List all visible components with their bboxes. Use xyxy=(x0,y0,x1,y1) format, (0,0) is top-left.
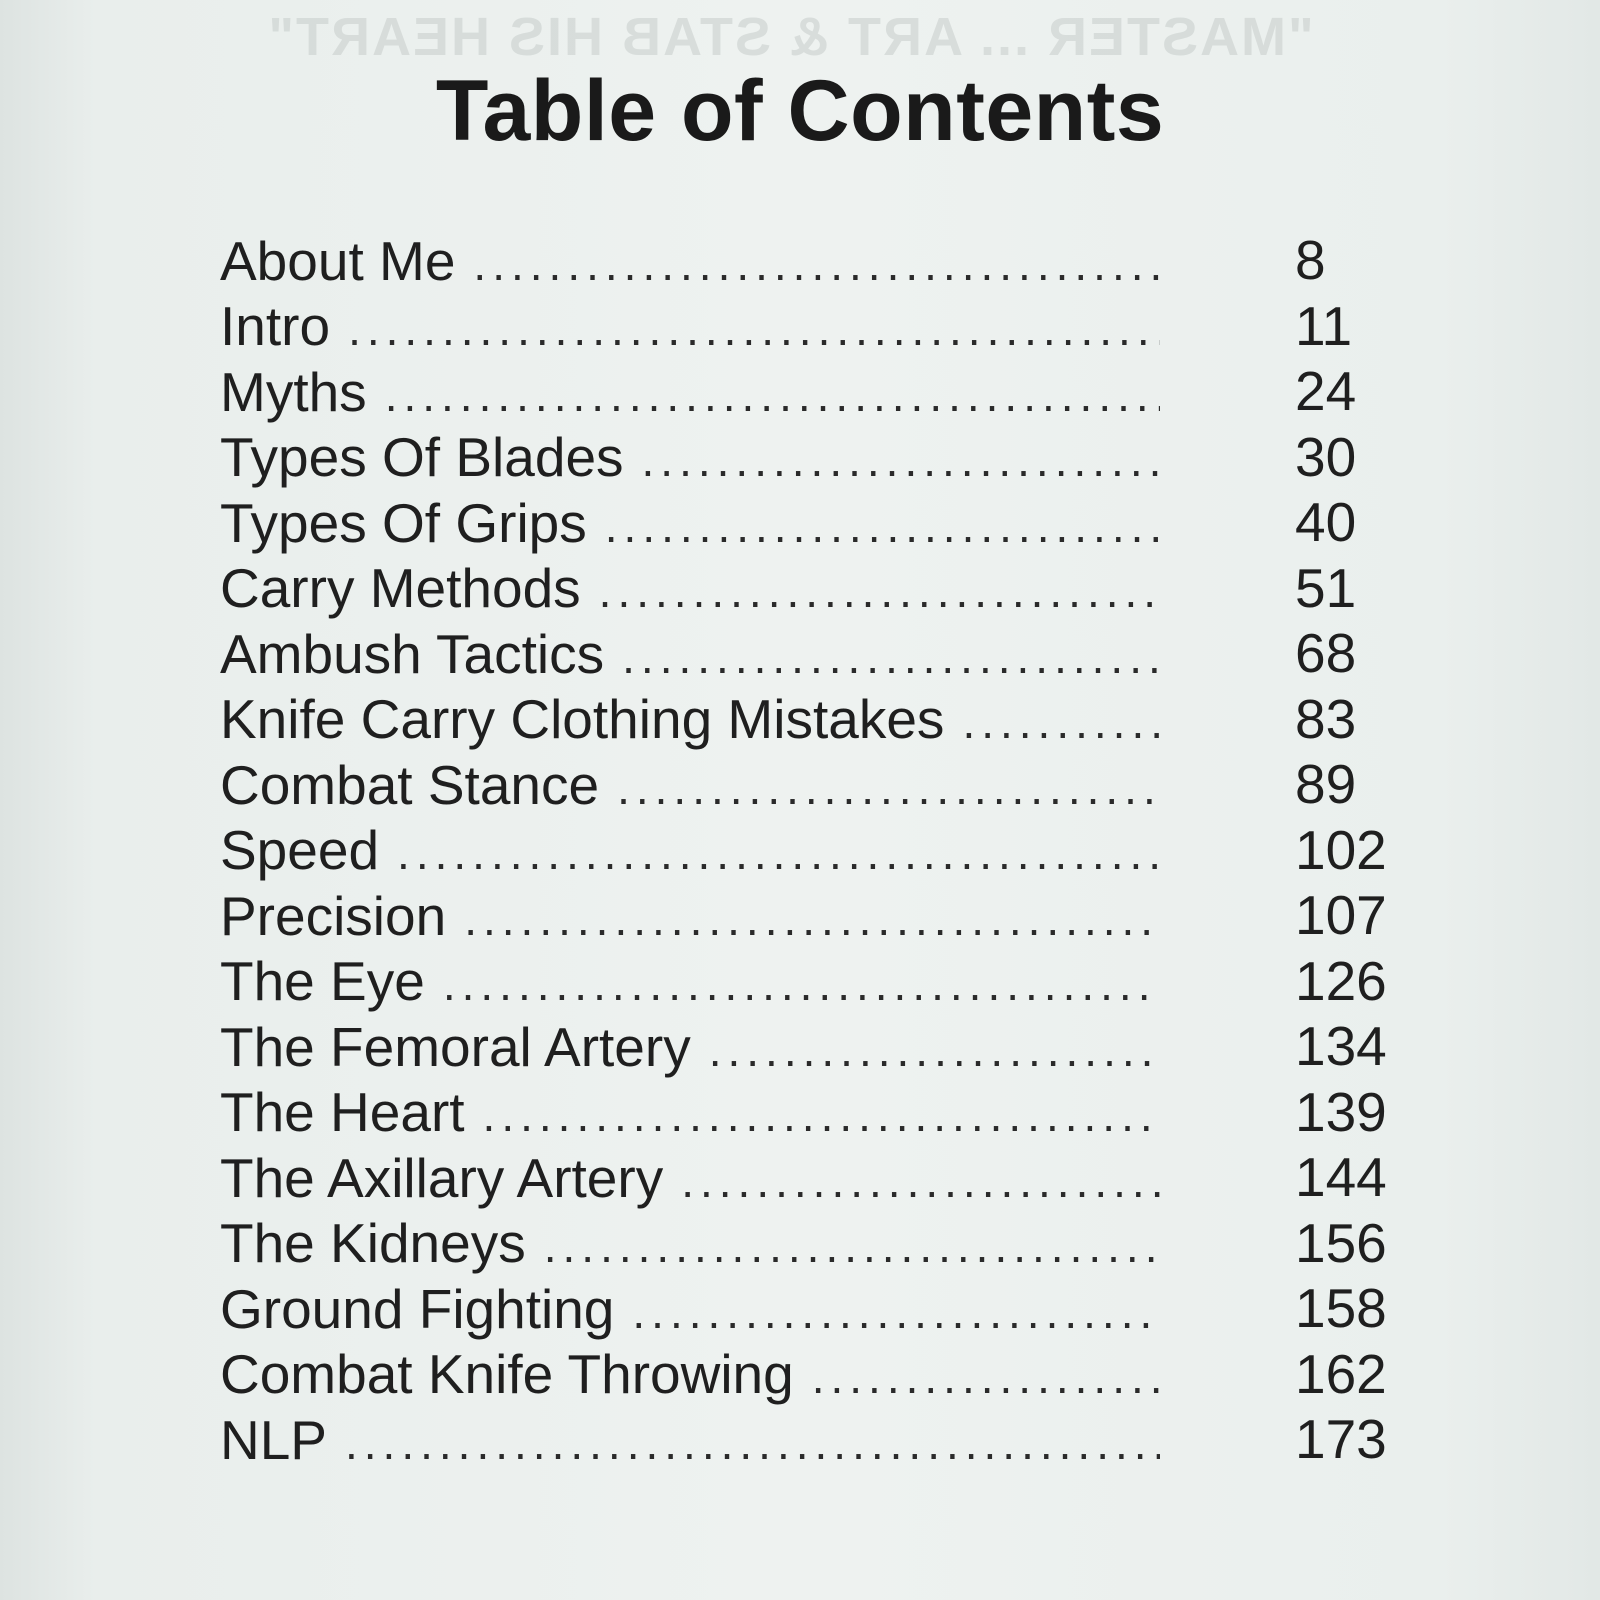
toc-entry-title: Precision xyxy=(220,884,447,947)
toc-entry xyxy=(220,1014,1390,1080)
toc-entry-page-number: 68 xyxy=(1295,622,1357,684)
toc-entry-title: Types Of Grips xyxy=(220,491,587,554)
bleed-through-text: "MASTER ... ART & STAB HIS HEART" xyxy=(266,7,1314,67)
toc-entry-title: Speed xyxy=(220,819,380,882)
toc-entry-title-group xyxy=(220,1146,1160,1210)
toc-entry-page-number: 30 xyxy=(1295,425,1357,488)
dot-leader xyxy=(483,1088,1160,1142)
dot-leader xyxy=(544,1219,1160,1273)
toc-entry-page-number: 107 xyxy=(1295,884,1387,946)
toc-entry xyxy=(220,949,1390,1015)
toc-entry-title: Combat Stance xyxy=(220,753,600,816)
toc-entry-title-group xyxy=(220,1408,1160,1472)
toc-entry-title-group xyxy=(220,425,1160,489)
toc-entry-title-group xyxy=(220,687,1160,751)
dot-leader xyxy=(642,433,1160,487)
toc-entry-title-group xyxy=(220,949,1160,1013)
toc-entry-title-group xyxy=(220,491,1160,555)
toc-entry-title-group xyxy=(220,360,1160,424)
dot-leader xyxy=(385,368,1160,422)
toc-entry-title: About Me xyxy=(220,229,456,292)
toc-entry-title: Myths xyxy=(220,360,367,423)
dot-leader xyxy=(443,957,1160,1011)
toc-entry-page-number: 51 xyxy=(1295,556,1357,619)
toc-entry xyxy=(220,621,1390,687)
toc-entry-title-group xyxy=(220,1080,1160,1144)
toc-entry-title: Types Of Blades xyxy=(220,426,624,489)
dot-leader xyxy=(605,499,1160,553)
toc-entry-page-number: 8 xyxy=(1295,229,1326,291)
toc-entry-title: The Axillary Artery xyxy=(220,1146,664,1209)
toc-entry xyxy=(220,1080,1390,1146)
toc-entry xyxy=(220,1145,1390,1211)
toc-entry xyxy=(220,687,1390,753)
dot-leader xyxy=(464,892,1160,946)
toc-entry-title: The Femoral Artery xyxy=(220,1015,691,1078)
toc-entry-title-group xyxy=(220,818,1160,882)
toc-entry-title: The Kidneys xyxy=(220,1212,526,1275)
toc-entry-title-group xyxy=(220,1342,1160,1406)
toc-entry xyxy=(220,1211,1390,1277)
toc-entry-page-number: 83 xyxy=(1295,687,1357,750)
toc-entry-title-group xyxy=(220,622,1160,686)
toc-entry xyxy=(220,752,1390,818)
toc-entry xyxy=(220,1407,1390,1473)
toc-entry-page-number: 162 xyxy=(1295,1342,1387,1405)
toc-entry-title-group xyxy=(220,1211,1160,1275)
toc-entry-title-group xyxy=(220,884,1160,948)
toc-entry-page-number: 102 xyxy=(1295,818,1387,881)
toc-entry-page-number: 156 xyxy=(1295,1211,1387,1274)
toc-entry-title-group xyxy=(220,556,1160,620)
toc-entry xyxy=(220,425,1390,491)
toc-entry-page-number: 134 xyxy=(1295,1015,1387,1077)
dot-leader xyxy=(632,1285,1160,1339)
toc-entry-page-number: 173 xyxy=(1295,1408,1387,1470)
toc-entry-page-number: 139 xyxy=(1295,1080,1387,1143)
dot-leader xyxy=(622,630,1160,684)
toc-entry-title: NLP xyxy=(220,1408,327,1471)
toc-entry-page-number: 144 xyxy=(1295,1146,1387,1208)
toc-entry xyxy=(220,1276,1390,1342)
toc-entry xyxy=(220,1342,1390,1408)
dot-leader xyxy=(681,1154,1160,1208)
toc-entry-title-group xyxy=(220,229,1160,293)
toc-entry-title: Combat Knife Throwing xyxy=(220,1343,794,1406)
toc-entry-page-number: 40 xyxy=(1295,491,1357,553)
toc-entry-page-number: 24 xyxy=(1295,360,1357,422)
toc-entry xyxy=(220,359,1390,425)
toc-entry-title: Ground Fighting xyxy=(220,1277,615,1340)
dot-leader xyxy=(397,826,1160,880)
dot-leader xyxy=(617,761,1160,815)
dot-leader xyxy=(348,302,1160,356)
toc-entry-title: The Eye xyxy=(220,950,425,1013)
dot-leader xyxy=(709,1023,1160,1077)
toc-entry-title: Intro xyxy=(220,295,331,358)
page-title: Table of Contents xyxy=(435,63,1165,159)
toc-entry-title-group xyxy=(220,1277,1160,1341)
toc-entry-title-group xyxy=(220,753,1160,817)
dot-leader xyxy=(345,1416,1160,1470)
toc-entry-page-number: 89 xyxy=(1295,753,1357,815)
dot-leader xyxy=(599,564,1160,618)
toc-entry xyxy=(220,228,1390,294)
toc-entry xyxy=(220,883,1390,949)
toc-entry xyxy=(220,294,1390,360)
dot-leader xyxy=(473,237,1160,291)
dot-leader xyxy=(962,695,1160,749)
toc-entry xyxy=(220,490,1390,556)
toc-entry-title: Ambush Tactics xyxy=(220,622,605,685)
toc-entry-title: Knife Carry Clothing Mistakes xyxy=(220,688,945,751)
dot-leader xyxy=(812,1350,1160,1404)
toc-entry-page-number: 158 xyxy=(1295,1277,1387,1339)
toc-entry-page-number: 11 xyxy=(1295,294,1353,357)
toc-entry-page-number: 126 xyxy=(1295,949,1387,1012)
toc-entry-title-group xyxy=(220,1015,1160,1079)
toc-entry-title-group xyxy=(220,294,1160,358)
toc-entry-title: The Heart xyxy=(220,1081,465,1144)
toc-entry-title: Carry Methods xyxy=(220,557,581,620)
toc-entry xyxy=(220,556,1390,622)
toc-list xyxy=(220,228,1390,1473)
toc-entry xyxy=(220,818,1390,884)
